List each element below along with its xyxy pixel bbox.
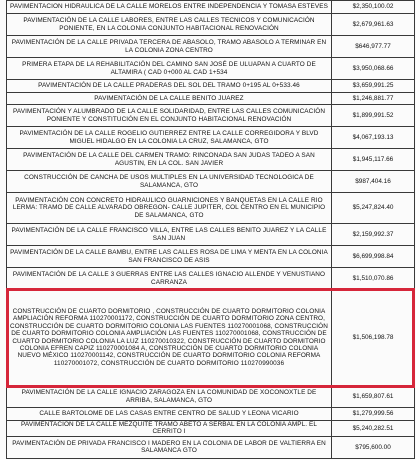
public-works-table [6, 0, 415, 459]
amount-cell: $1,506,198.78 [332, 290, 415, 386]
table-row [7, 127, 415, 149]
work-description-cell: PAVIMENTACIÓN Y ALUMBRADO DE LA CALLE SOLIDARIDAD, ENTRE LAS CALLES COMUNICACIÓN PONIENTE Y CONSTITUCIÓN EN EL CONJUNTO HABITACIONAL RENOVACIÓN [7, 105, 332, 127]
work-description-cell: PAVIMENTACIÓN DE LA CALLE DEL CARMEN TRAMO: RINCONADA SAN JUDAS TADEO A SAN AGUSTIN, EN LA COL. SAN JAVIER [7, 149, 332, 171]
work-description-cell: PAVIMENTACIÓN DE LA CALLE FRANCISCO VILLA, ENTRE LAS CALLES BENITO JUAREZ Y LA CALLE SAN JUAN [7, 224, 332, 246]
amount-cell: $3,950,068.66 [332, 58, 415, 80]
work-description-cell: PAVIMENTACIÓN DE LA CALLE ROGELIO GUTIERREZ ENTRE LA CALLE CORREGIDORA Y BLVD MIGUEL HIDALGO EN LA COLONIA LA CRUZ, SALAMANCA, GTO [7, 127, 332, 149]
work-description-cell: PAVIMENTACIÓN DE LA CALLE BENITO JUAREZ [7, 93, 332, 105]
amount-cell: $1,899,991.52 [332, 105, 415, 127]
table-row [7, 149, 415, 171]
work-description-cell: PAVIMENTACIÓN DE LA CALLE IGNACIO ZARAGOZA EN LA COMUNIDAD DE XOCONOXTLE DE ARRIBA, SALAMANCA, GTO [7, 386, 332, 408]
amount-cell: $2,159,992.37 [332, 224, 415, 246]
amount-cell: $646,977.77 [332, 36, 415, 58]
amount-cell: $1,279,999.56 [332, 408, 415, 421]
table-row [7, 93, 415, 105]
table-row [7, 105, 415, 127]
work-description-cell: PAVIMENTACIÓN DE PRIVADA FRANCISCO I MADERO EN LA COLONIA DE LABOR DE VALTIERRA EN SALAMANCA GTO [7, 436, 332, 458]
table-row [7, 171, 415, 193]
amount-cell: $1,659,807.61 [332, 386, 415, 408]
work-description-cell: CALLE BARTOLOME DE LAS CASAS ENTRE CENTRO DE SALUD Y LEONA VICARIO [7, 408, 332, 421]
amount-cell: $2,679,961.63 [332, 14, 415, 36]
amount-cell: $1,246,881.77 [332, 93, 415, 105]
work-description-cell: PAVIMENTACION HIDRAULICA DE LA CALLE MORELOS ENTRE INDEPENDENCIA Y TOMASA ESTEVES [7, 1, 332, 14]
amount-cell: $4,067,193.13 [332, 127, 415, 149]
amount-cell: $987,404.16 [332, 171, 415, 193]
table-row [7, 1, 415, 14]
table-row [7, 268, 415, 290]
table-row [7, 224, 415, 246]
amount-cell: $5,247,824.40 [332, 193, 415, 224]
table-row [7, 58, 415, 80]
amount-cell: $3,659,991.25 [332, 80, 415, 93]
work-description-cell: PAVIMENTACIÓN CON CONCRETO HIDRAULICO GUARNICIONES Y BANQUETAS EN LA CALLE RIO LERMA: TRAMO DE CALLE ALVARADO OBREGON- CALLE JUPITER, COL CENTRO EN EL MUNICIPIO DE SALAMANCA, GTO [7, 193, 332, 224]
work-description-cell: PAVIMENTACIÓN DE LA CALLE BAMBU, ENTRE LAS CALLES ROSA DE LIMA Y MENTA EN LA COLONIA SAN FRANCISCO DE ASIS [7, 246, 332, 268]
work-description-cell: PAVIMENTACIÓN DE LA CALLE PRADERAS DEL SOL DEL TRAMO 0+195 AL 0+533.46 [7, 80, 332, 93]
amount-cell: $1,510,070.86 [332, 268, 415, 290]
table-row [7, 436, 415, 458]
amount-cell: $2,350,100.02 [332, 1, 415, 14]
table-row [7, 246, 415, 268]
amount-cell: $1,945,117.66 [332, 149, 415, 171]
table-row [7, 14, 415, 36]
work-description-cell: PAVIMENTACIÓN DE LA CALLE PRIVADA TERCERA DE ABASOLO, TRAMO ABASOLO A TERMINAR EN LA COLONIA ZONA CENTRO [7, 36, 332, 58]
work-description-cell: PAVIMENTACIÓN DE LA CALLE 3 GUERRAS ENTRE LAS CALLES IGNACIO ALLENDE Y VENUSTIANO CARRANZA [7, 268, 332, 290]
table-row [7, 408, 415, 421]
work-description-cell: CONSTRUCCIÓN DE CANCHA DE USOS MULTIPLES EN LA UNIVERSIDAD TECNOLOGICA DE SALAMANCA, GTO [7, 171, 332, 193]
table-row [7, 290, 415, 386]
amount-cell: $5,240,282.51 [332, 421, 415, 437]
table-row [7, 386, 415, 408]
work-description-cell: PAVIMENTACIÓN DE LA CALLE MEZQUITE TRAMO ABETO A SERBAL EN LA COLONIA AMPL. EL CERRITO I [7, 421, 332, 437]
table-row [7, 421, 415, 437]
work-description-cell: PRIMERA ETAPA DE LA REHABILITACIÓN DEL CAMINO SAN JOSÉ DE ULUAPAN A CUARTO DE ALTAMIRA ( CAD 0+000 AL CAD 1+534 [7, 58, 332, 80]
table-row [7, 36, 415, 58]
table-row [7, 193, 415, 224]
amount-cell: $795,600.00 [332, 436, 415, 458]
work-description-cell: CONSTRUCCIÓN DE CUARTO DORMITORIO , CONSTRUCCIÓN DE CUARTO DORMITORIO COLONIA AMPLIACIÓN REFORMA 110270001172, CONSTRUCCIÓN DE CUARTO DORMITORIO ZONA CENTRO, CONSTRUCCIÓN DE CUARTO DORMITORIO COLONIA LAS FUENTES 110270001068, CONSTRUCCIÓN DE CUARTO DORMITORIO COLONIA AMPLIACIÓN LAS FUENTES 110270001068, CONSTRUCCIÓN DE CUARTO DORMITORIO COLONIA LA LUZ 110270010322, CONSTRUCCIÓN DE CUARTO DORMITORIO COLONIA EFREN CAPIZ 110270001084 A, CONSTRUCCIÓN DE CUARTO DORMITORIO COLONIA NUEVO MÉXICO 110270001142, CONSTRUCCIÓN DE CUARTO DORMITORIO COLONIA REFORMA 110270001072, CONSTRUCCIÓN DE CUARTO DORMITORIO 110270990036 [7, 290, 332, 386]
table-body [7, 1, 415, 459]
table-row [7, 80, 415, 93]
amount-cell: $6,699,998.84 [332, 246, 415, 268]
work-description-cell: PAVIMENTACIÓN DE LA CALLE LABORES, ENTRE LAS CALLES TECNICOS Y COMUNICACIÓN PONIENTE, EN LA COLONIA CONJUNTO HABITACIONAL RENOVACIÓN [7, 14, 332, 36]
